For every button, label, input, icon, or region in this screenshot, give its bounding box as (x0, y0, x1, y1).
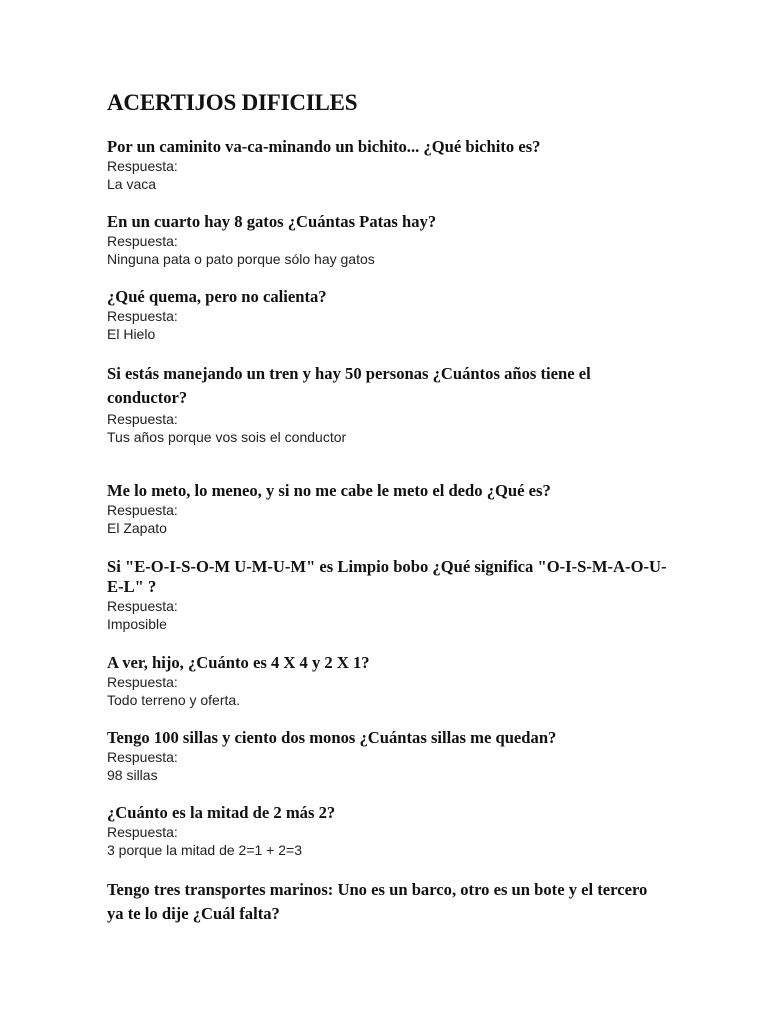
riddle-answer: El Hielo (107, 326, 156, 342)
riddle-item (107, 728, 667, 784)
riddle-answer: Tus años porque vos sois el conductor (107, 429, 347, 445)
riddle-item (107, 803, 667, 859)
riddle-answer: Todo terreno y oferta. (107, 692, 241, 708)
answer-label: Respuesta: (107, 674, 178, 690)
document-title: ACERTIJOS DIFICILES (107, 90, 358, 115)
answer-label: Respuesta: (107, 411, 178, 427)
riddle-answer: 98 sillas (107, 767, 158, 783)
riddle-item (107, 362, 667, 446)
riddle-answer: Imposible (107, 616, 167, 632)
riddle-item (107, 137, 667, 193)
answer-label: Respuesta: (107, 824, 178, 840)
riddle-item (107, 557, 667, 633)
riddle-question: A ver, hijo, ¿Cuánto es 4 X 4 y 2 X 1? (107, 653, 370, 672)
riddle-item (107, 212, 667, 268)
riddle-item (107, 653, 667, 709)
riddle-question: Tengo 100 sillas y ciento dos monos ¿Cuántas sillas me quedan? (107, 728, 557, 747)
answer-label: Respuesta: (107, 749, 178, 765)
riddle-question: Me lo meto, lo meneo, y si no me cabe le meto el dedo ¿Qué es? (107, 481, 551, 500)
riddle-answer: 3 porque la mitad de 2=1 + 2=3 (107, 842, 302, 858)
riddle-question: Por un caminito va-ca-minando un bichito... ¿Qué bichito es? (107, 137, 541, 156)
answer-label: Respuesta: (107, 502, 178, 518)
riddle-item (107, 878, 667, 926)
riddle-answer: El Zapato (107, 520, 167, 536)
answer-label: Respuesta: (107, 233, 178, 249)
riddle-question: Tengo tres transportes marinos: Uno es un barco, otro es un bote y el tercero ya te lo dije ¿Cuál falta? (107, 880, 648, 923)
riddle-answer: La vaca (107, 176, 157, 192)
riddle-question: Si "E-O-I-S-O-M U-M-U-M" es Limpio bobo ¿Qué significa "O-I-S-M-A-O-U-E-L" ? (107, 557, 667, 596)
riddle-question: ¿Cuánto es la mitad de 2 más 2? (107, 803, 336, 822)
answer-label: Respuesta: (107, 598, 178, 614)
riddle-item (107, 287, 667, 343)
riddle-question: ¿Qué quema, pero no calienta? (107, 287, 327, 306)
riddle-question: Si estás manejando un tren y hay 50 personas ¿Cuántos años tiene el conductor? (107, 364, 591, 407)
answer-label: Respuesta: (107, 158, 178, 174)
riddle-answer: Ninguna pata o pato porque sólo hay gatos (107, 251, 375, 267)
riddle-question: En un cuarto hay 8 gatos ¿Cuántas Patas hay? (107, 212, 437, 231)
answer-label: Respuesta: (107, 308, 178, 324)
riddle-item (107, 481, 667, 537)
